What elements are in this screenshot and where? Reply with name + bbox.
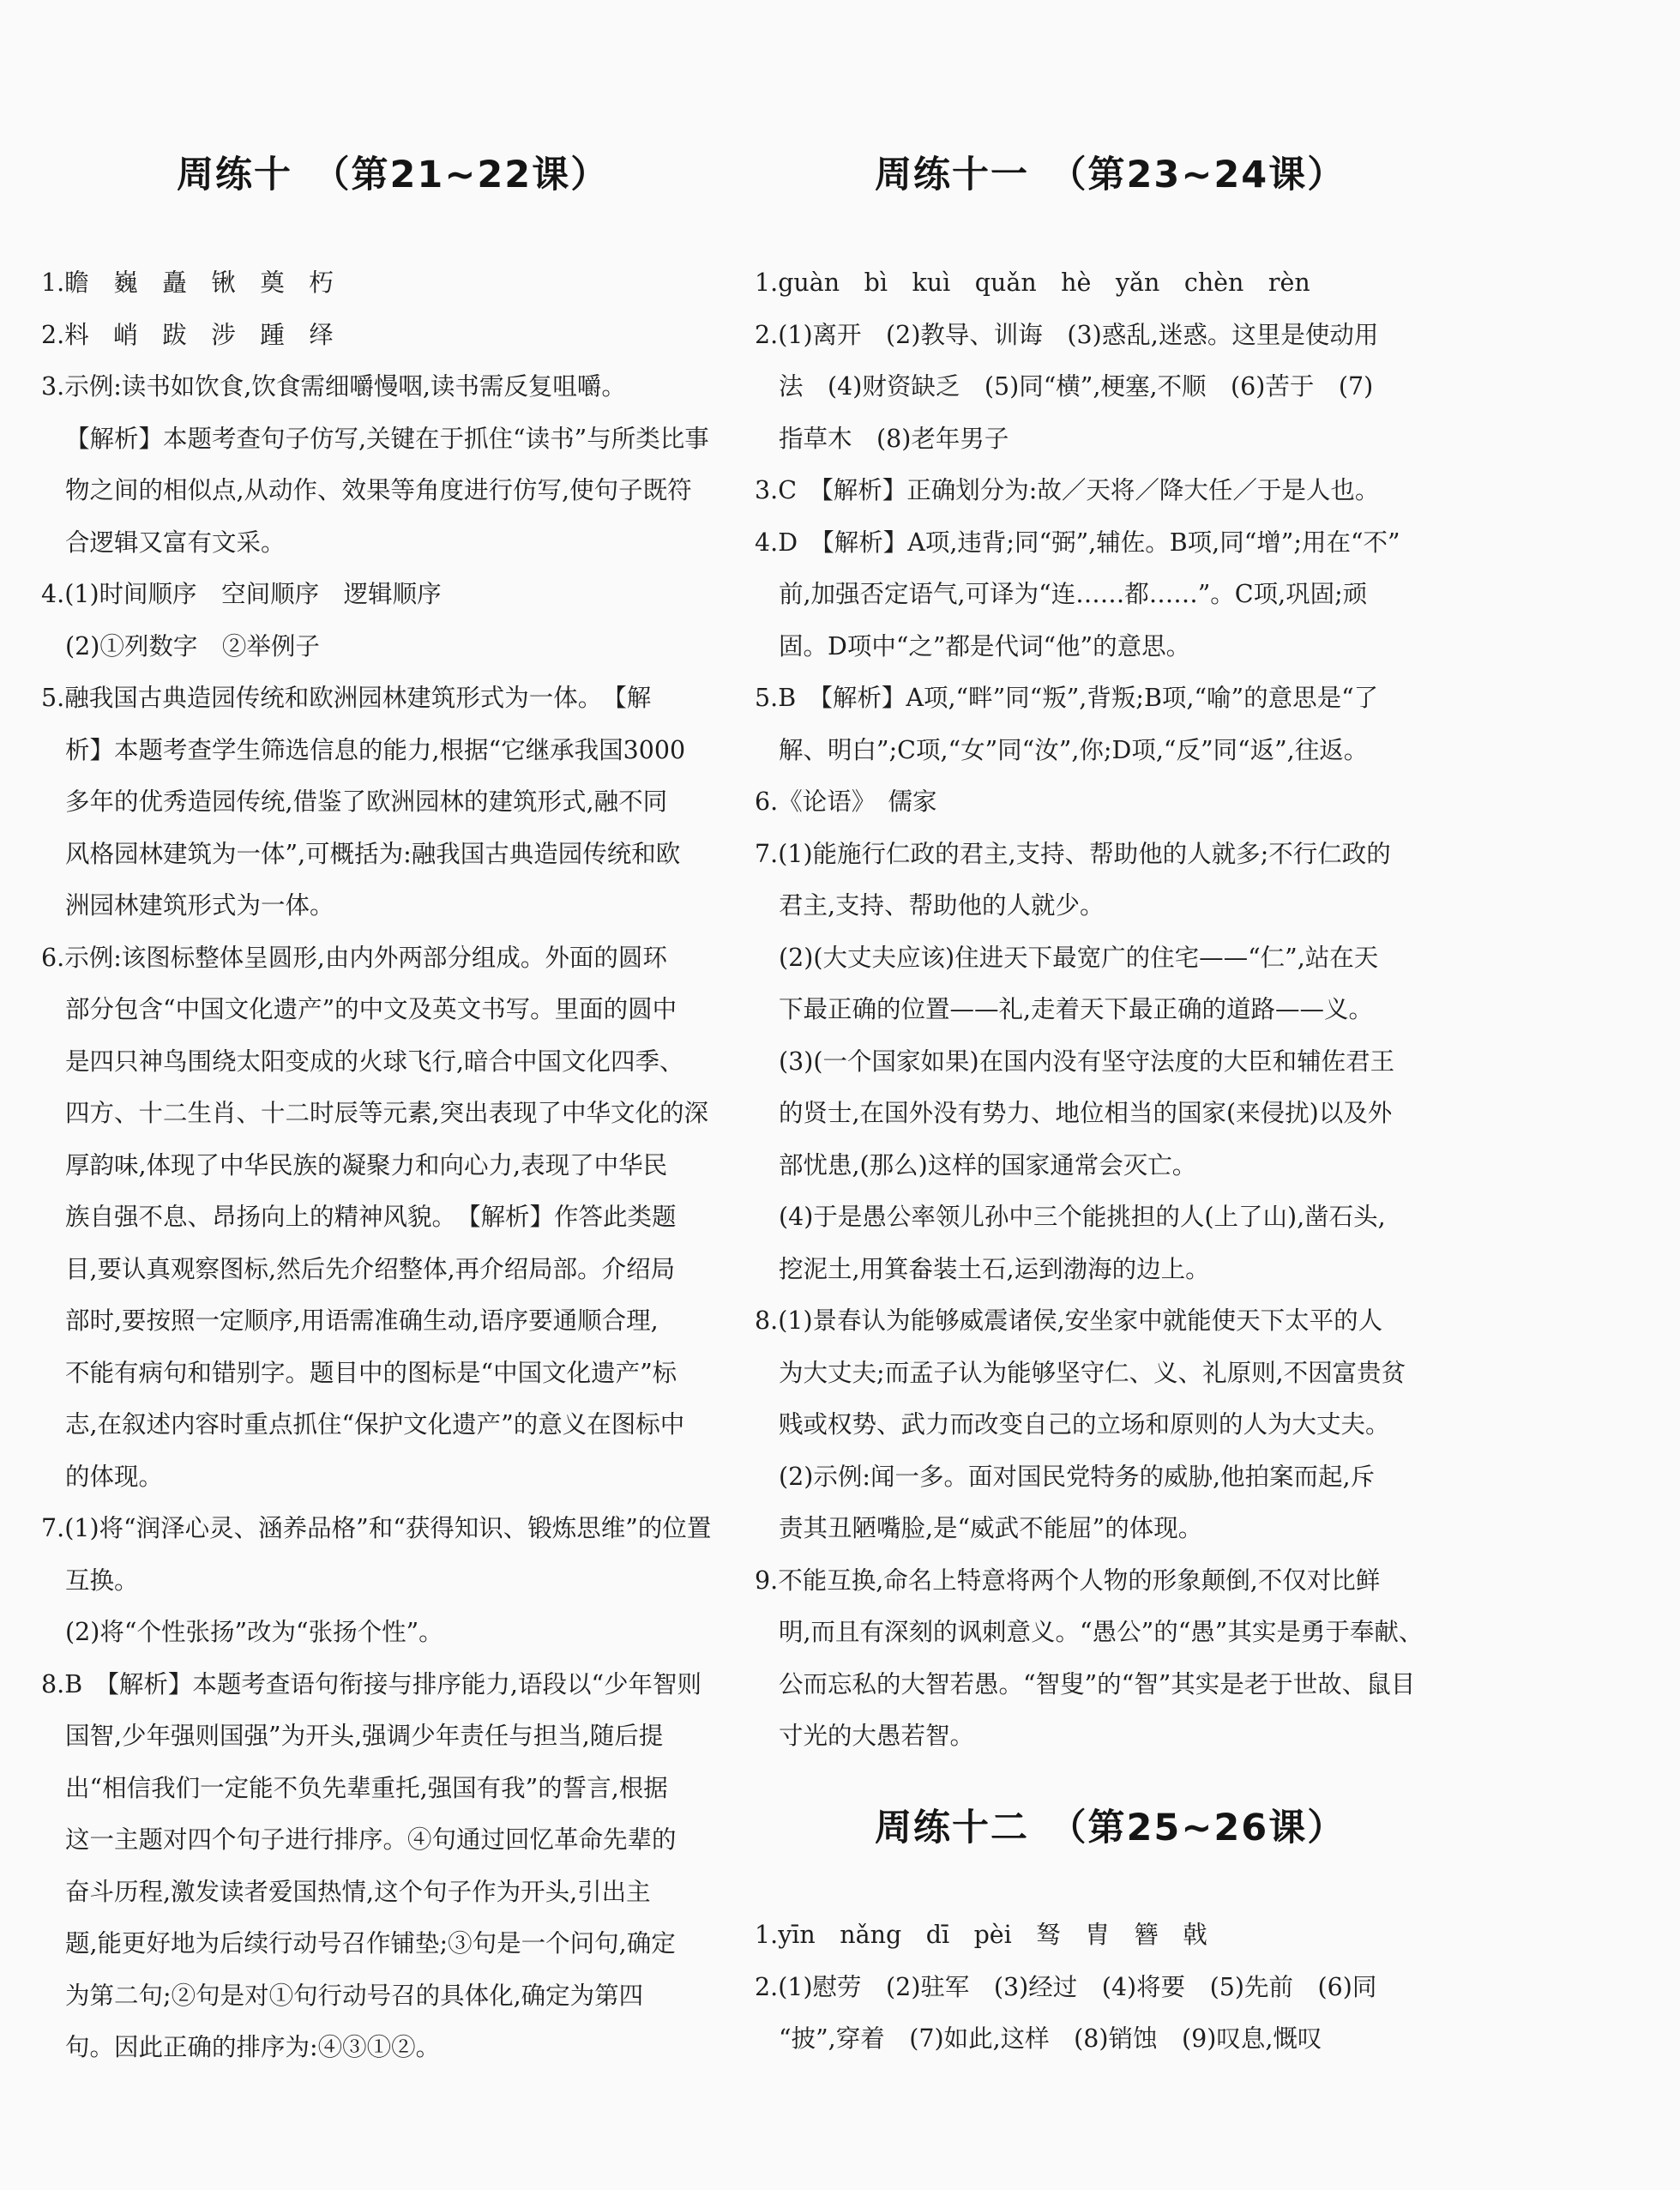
answer-line: 下最正确的位置——礼,走着天下最正确的道路——义。	[779, 995, 1374, 1023]
answer-line: 风格园林建筑为一体”,可概括为:融我国古典造园传统和欧	[65, 839, 681, 868]
answer-line: 3.C 【解析】正确划分为:故／天将／降大任／于是人也。	[755, 476, 1380, 504]
answer-line: 解、明白”;C项,“女”同“汝”,你;D项,“反”同“返”,往返。	[779, 735, 1369, 764]
answer-line: 多年的优秀造园传统,借鉴了欧洲园林的建筑形式,融不同	[65, 787, 668, 816]
answer-line: 寸光的大愚若智。	[779, 1722, 975, 1750]
answer-line: 2.料 峭 跋 涉 踵 绎	[41, 320, 334, 349]
answer-line: 公而忘私的大智若愚。“智叟”的“智”其实是老于世故、鼠目	[779, 1669, 1416, 1698]
answer-line: 目,要认真观察图标,然后先介绍整体,再介绍局部。介绍局	[65, 1254, 676, 1283]
answer-line: 【解析】本题考查句子仿写,关键在于抓住“读书”与所类比事	[65, 424, 709, 453]
answer-line: 出“相信我们一定能不负先辈重托,强国有我”的誓言,根据	[65, 1773, 668, 1802]
answer-line: 6.示例:该图标整体呈圆形,由内外两部分组成。外面的圆环	[41, 943, 667, 972]
answer-line: 为第二句;②句是对①句行动号召的具体化,确定为第四	[65, 1981, 644, 2010]
answer-line: 部忧患,(那么)这样的国家通常会灭亡。	[779, 1150, 1197, 1179]
answer-line: (4)于是愚公率领儿孙中三个能挑担的人(上了山),凿石头,	[779, 1203, 1386, 1231]
week10-answers	[41, 257, 712, 2074]
answer-line: 洲园林建筑形式为一体。	[65, 891, 334, 920]
answer-line: 是四只神鸟围绕太阳变成的火球飞行,暗合中国文化四季、	[65, 1047, 684, 1076]
answer-line: 1.瞻 巍 矗 锹 奠 朽	[41, 268, 334, 297]
answer-line: 法 (4)财资缺乏 (5)同“横”,梗塞,不顺 (6)苦于 (7)	[779, 372, 1374, 401]
answer-line: (3)(一个国家如果)在国内没有坚守法度的大臣和辅佐君王	[779, 1047, 1395, 1076]
answer-line: 4.(1)时间顺序 空间顺序 逻辑顺序	[41, 580, 442, 608]
answer-line: 君主,支持、帮助他的人就少。	[779, 891, 1105, 920]
answer-line: 9.不能互换,命名上特意将两个人物的形象颠倒,不仅对比鲜	[755, 1566, 1381, 1595]
answer-line: 国智,少年强则国强”为开头,强调少年责任与担当,随后提	[65, 1722, 664, 1750]
answer-line: 题,能更好地为后续行动号召作铺垫;③句是一个问句,确定	[65, 1929, 676, 1958]
answer-line: 不能有病句和错别字。题目中的图标是“中国文化遗产”标	[65, 1358, 677, 1387]
answer-line: 句。因此正确的排序为:④③①②。	[65, 2033, 441, 2061]
answer-line: 固。D项中“之”都是代词“他”的意思。	[779, 631, 1191, 661]
answer-line: 7.(1)能施行仁政的君主,支持、帮助他的人就多;不行仁政的	[755, 839, 1391, 868]
answer-line: 的体现。	[65, 1462, 164, 1491]
week11-title: 周练十一 （第23~24课）	[875, 154, 1346, 196]
answer-line: 8.B 【解析】本题考查语句衔接与排序能力,语段以“少年智则	[41, 1669, 702, 1698]
answer-line: 厚韵味,体现了中华民族的凝聚力和向心力,表现了中华民	[65, 1150, 668, 1179]
answer-line: “披”,穿着 (7)如此,这样 (8)销蚀 (9)叹息,慨叹	[779, 2024, 1322, 2053]
answer-line: (2)示例:闻一多。面对国民党特务的威胁,他拍案而起,斥	[779, 1462, 1376, 1491]
answer-line: (2)①列数字 ②举例子	[65, 631, 320, 661]
answer-line: (2)(大丈夫应该)住进天下最宽广的住宅——“仁”,站在天	[779, 943, 1379, 972]
answer-line: 2.(1)离开 (2)教导、训诲 (3)惑乱,迷惑。这里是使动用	[755, 320, 1379, 349]
answer-line: (2)将“个性张扬”改为“张扬个性”。	[65, 1618, 443, 1646]
answer-line: 7.(1)将“润泽心灵、涵养品格”和“获得知识、锻炼思维”的位置	[41, 1514, 712, 1542]
answer-line: 互换。	[65, 1566, 139, 1595]
answer-line: 挖泥土,用箕畚装土石,运到渤海的边上。	[779, 1254, 1210, 1283]
answer-line: 这一主题对四个句子进行排序。④句通过回忆革命先辈的	[65, 1825, 677, 1854]
answer-line: 3.示例:读书如饮食,饮食需细嚼慢咽,读书需反复咀嚼。	[41, 372, 626, 401]
answer-line: 1.yīn nǎng dī pèi 驽 胄 簪 戟	[755, 1921, 1207, 1949]
answer-line: 合逻辑又富有文采。	[65, 528, 286, 557]
answer-line: 责其丑陋嘴脸,是“威武不能屈”的体现。	[779, 1514, 1203, 1542]
answer-line: 2.(1)慰劳 (2)驻军 (3)经过 (4)将要 (5)先前 (6)同	[755, 1972, 1377, 2001]
week12-title: 周练十二 （第25~26课）	[875, 1807, 1346, 1849]
answer-line: 5.融我国古典造园传统和欧洲园林建筑形式为一体。 【解	[41, 684, 652, 712]
answer-line: 部时,要按照一定顺序,用语需准确生动,语序要通顺合理,	[65, 1306, 659, 1335]
answer-line: 志,在叙述内容时重点抓住“保护文化遗产”的意义在图标中	[65, 1410, 685, 1439]
answer-line: 1.guàn bì kuì quǎn hè yǎn chèn rèn	[755, 268, 1310, 297]
answer-line: 析】本题考查学生筛选信息的能力,根据“它继承我国3000	[65, 735, 686, 764]
week11-answers	[755, 257, 1432, 1763]
answer-line: 四方、十二生肖、十二时辰等元素,突出表现了中华文化的深	[65, 1099, 709, 1127]
answer-line: 物之间的相似点,从动作、效果等角度进行仿写,使句子既符	[65, 476, 692, 504]
answer-line: 奋斗历程,激发读者爱国热情,这个句子作为开头,引出主	[65, 1877, 651, 1906]
answer-line: 6.《论语》 儒家	[755, 787, 937, 816]
answer-line: 前,加强否定语气,可译为“连……都……”。C项,巩固;顽	[779, 580, 1368, 608]
answer-line: 8.(1)景春认为能够威震诸侯,安坐家中就能使天下太平的人	[755, 1306, 1383, 1335]
answer-line: 为大丈夫;而孟子认为能够坚守仁、义、礼原则,不因富贵贫	[779, 1358, 1406, 1387]
answer-line: 贱或权势、武力而改变自己的立场和原则的人为大丈夫。	[779, 1410, 1390, 1439]
answer-line: 明,而且有深刻的讽刺意义。“愚公”的“愚”其实是勇于奉献、	[779, 1618, 1424, 1646]
answer-line: 5.B 【解析】A项,“畔”同“叛”,背叛;B项,“喻”的意思是“了	[755, 684, 1379, 712]
answer-line: 4.D 【解析】A项,违背;同“弼”,辅佐。B项,同“增”;用在“不”	[755, 528, 1400, 557]
week12-answers	[755, 1909, 1432, 2066]
answer-line: 指草木 (8)老年男子	[779, 424, 1009, 453]
answer-line: 的贤士,在国外没有势力、地位相当的国家(来侵扰)以及外	[779, 1099, 1393, 1127]
week10-title: 周练十 （第21~22课）	[177, 154, 610, 196]
answer-line: 部分包含“中国文化遗产”的中文及英文书写。里面的圆中	[65, 995, 677, 1023]
answer-line: 族自强不息、昂扬向上的精神风貌。 【解析】作答此类题	[65, 1203, 677, 1231]
